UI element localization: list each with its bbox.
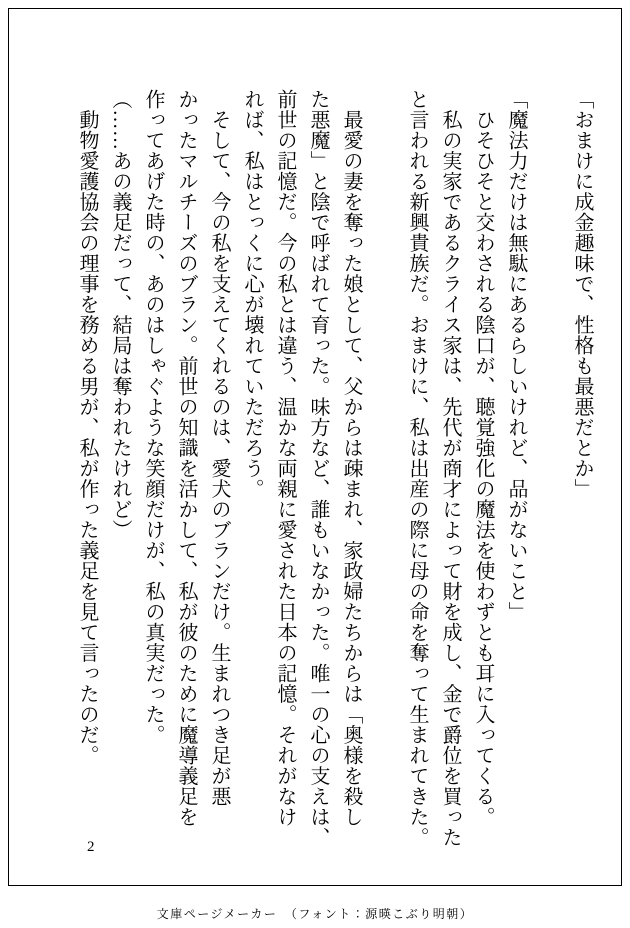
text-line: （……あの義足だって、結局は奪われたけれど）	[109, 89, 131, 540]
text-line: 前世の記憶だ。今の私とは違う、温かな両親に愛された日本の記憶。それがなけ	[274, 89, 296, 827]
text-line: 「おまけに成金趣味で、性格も最悪だとか」	[571, 89, 593, 499]
text-line: かったマルチーズのブラン。前世の知識を活かして、私が彼のために魔導義足を	[175, 89, 197, 827]
text-line: 「魔法力だけは無駄にあるらしいけれど、品がないこと」	[505, 89, 527, 622]
text-line: と言われる新興貴族だ。おまけに、私は出産の際に母の命を奪って生まれてきた。	[406, 89, 428, 848]
text-line: 動物愛護協会の理事を務める男が、私が作った義足を見て言ったのだ。	[76, 89, 98, 766]
text-line: れば、私はとっくに心が壊れていただろう。	[241, 89, 263, 499]
text-line: そして、今の私を支えてくれるのは、愛犬のブランだけ。生まれつき足が悪	[208, 89, 230, 807]
footer-caption: 文庫ページメーカー （フォント：源暎こぶり明朝）	[156, 907, 474, 921]
page-border-frame	[8, 8, 622, 886]
text-line: 最愛の妻を奪った娘として、父からは疎まれ、家政婦たちからは「奥様を殺し	[340, 89, 362, 827]
text-line: た悪魔」と陰で呼ばれて育った。味方など、誰もいなかった。唯一の心の支えは、	[307, 89, 329, 848]
blank-line	[532, 89, 565, 851]
page-number: 2	[87, 839, 95, 855]
text-line: 私の実家であるクライス家は、先代が商才によって財を成し、金で爵位を買った	[439, 89, 461, 848]
blank-line	[367, 89, 400, 851]
text-line: 作ってあげた時の、あのはしゃぐような笑顔だけが、私の真実だった。	[142, 89, 164, 745]
text-line: ひそひそと交わされる陰口が、聴覚強化の魔法を使わずとも耳に入ってくる。	[472, 89, 494, 827]
vertical-text-block	[70, 89, 598, 851]
